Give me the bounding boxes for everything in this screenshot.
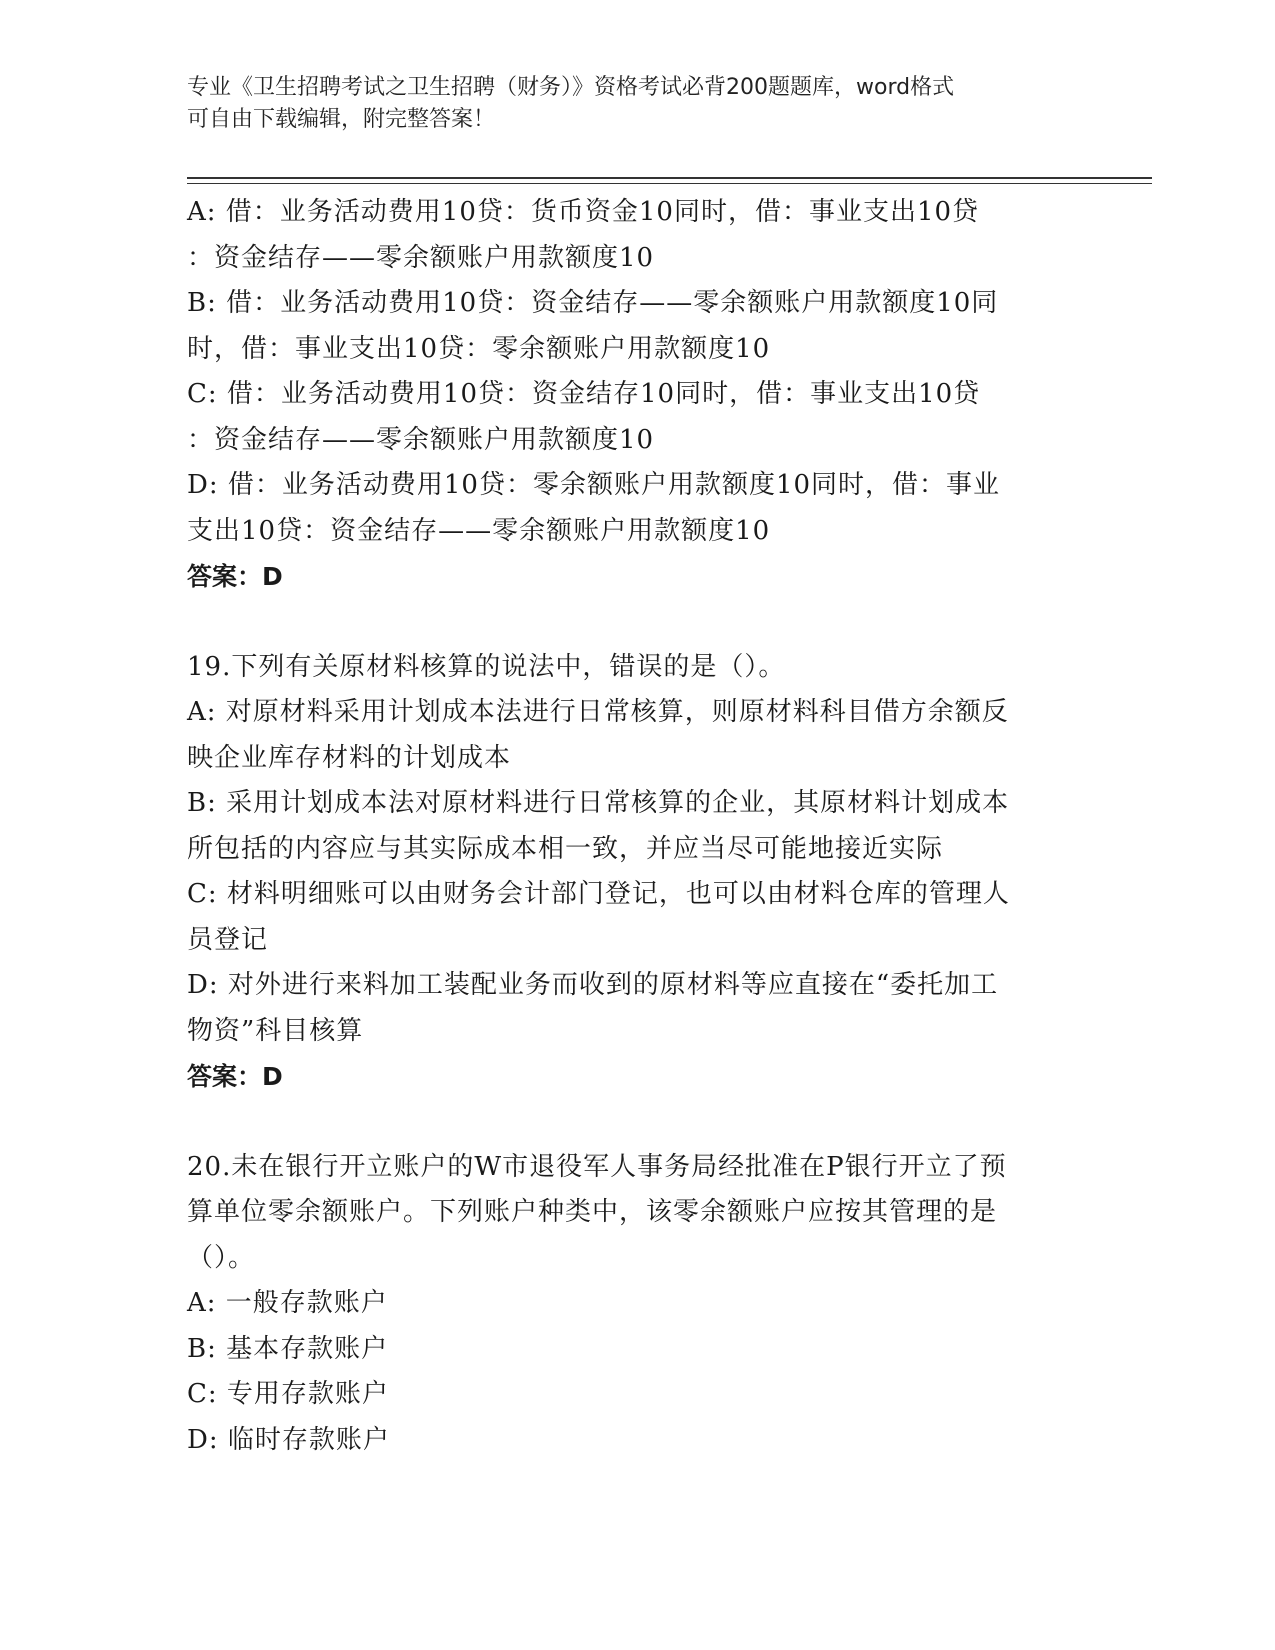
spacer [187, 600, 1067, 645]
question-stem: 19.下列有关原材料核算的说法中，错误的是（）。 [187, 651, 786, 682]
option-d: D: 对外进行来料加工装配业务而收到的原材料等应直接在“委托加工 物资”科目核算 [187, 970, 999, 1046]
option-b: B: 借：业务活动费用10贷：资金结存——零余额账户用款额度10同 时，借：事业支出10贷：零余额账户用款额度10 [187, 288, 999, 364]
header-title-line-1: 专业《卫生招聘考试之卫生招聘（财务）》资格考试必背200题题库，word格式 [187, 75, 955, 100]
spacer [187, 1100, 1067, 1145]
option-c: C: 借：业务活动费用10贷：资金结存10同时，借：事业支出10贷 ：资金结存——零余额账户用款额度10 [187, 379, 981, 455]
option-b: B: 基本存款账户 [187, 1333, 389, 1364]
answer-label: 答案：D [187, 1062, 283, 1091]
question-stem: 20.未在银行开立账户的W市退役军人事务局经批准在P银行开立了预 算单位零余额账户。下列账户种类中，该零余额账户应按其管理的是 （）。 [187, 1151, 1007, 1273]
header-divider-thin [187, 183, 1152, 184]
document-header [187, 72, 1067, 136]
option-d: D: 临时存款账户 [187, 1424, 390, 1455]
question-19 [187, 645, 1067, 1100]
option-b: B: 采用计划成本法对原材料进行日常核算的企业，其原材料计划成本 所包括的内容应与其实际成本相一致，并应当尽可能地接近实际 [187, 788, 1010, 864]
option-c: C: 专用存款账户 [187, 1379, 389, 1409]
option-c: C: 材料明细账可以由财务会计部门登记，也可以由材料仓库的管理人 员登记 [187, 879, 1010, 955]
option-a: A: 一般存款账户 [187, 1288, 388, 1318]
option-a: A: 对原材料采用计划成本法进行日常核算，则原材料科目借方余额反 映企业库存材料的计划成本 [187, 697, 1009, 773]
question-20 [187, 1145, 1067, 1464]
header-title-line-2: 可自由下载编辑，附完整答案！ [187, 107, 496, 132]
option-a: A: 借：业务活动费用10贷：货币资金10同时，借：事业支出10贷 ：资金结存——零余额账户用款额度10 [187, 197, 980, 273]
document-body [187, 190, 1067, 1463]
answer-label: 答案：D [187, 562, 283, 591]
option-d: D: 借：业务活动费用10贷：零余额账户用款额度10同时，借：事业 支出10贷：资金结存——零余额账户用款额度10 [187, 470, 1001, 546]
header-divider-thick [187, 177, 1152, 179]
question-18-continued [187, 190, 1067, 600]
